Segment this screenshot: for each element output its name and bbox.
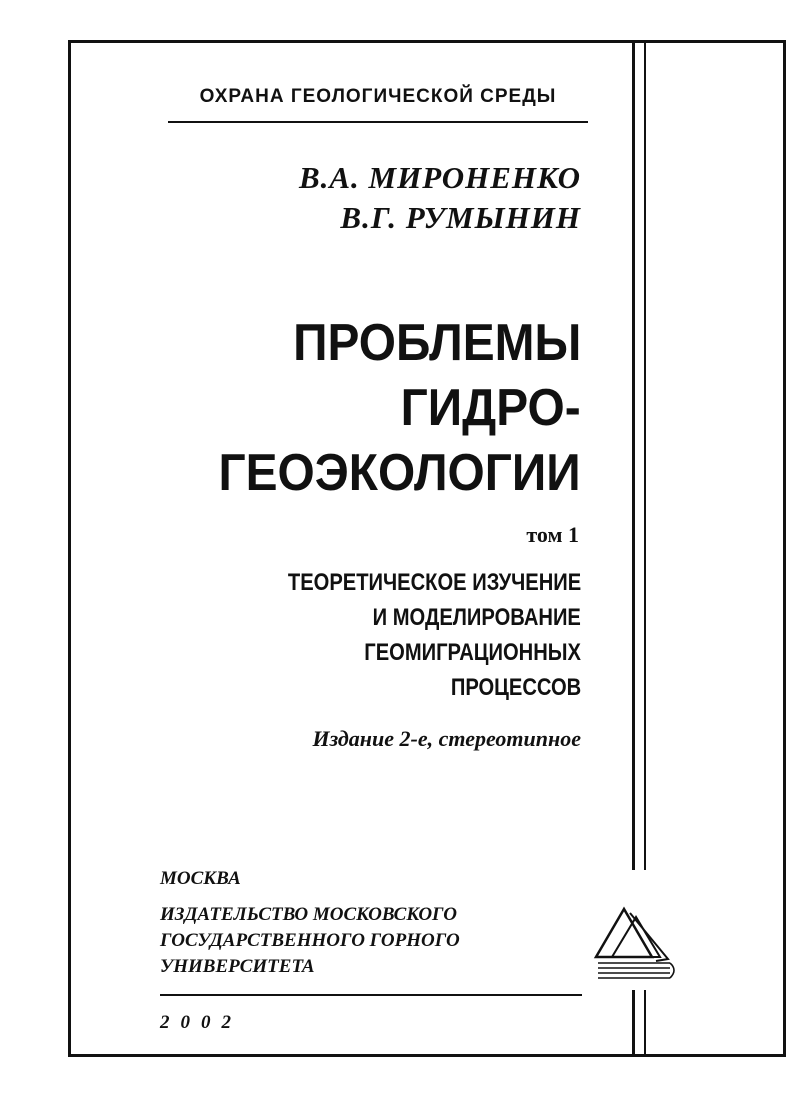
publication-city: МОСКВА: [160, 868, 241, 889]
margin-rule: [632, 990, 635, 1054]
author-name: В.А. МИРОНЕНКО: [298, 160, 581, 195]
subtitle-line: И МОДЕЛИРОВАНИЕ: [372, 604, 581, 631]
series-title: ОХРАНА ГЕОЛОГИЧЕСКОЙ СРЕДЫ: [199, 86, 557, 107]
book-title-line: ПРОБЛЕМЫ: [292, 314, 581, 372]
margin-rule: [644, 42, 646, 870]
publisher-line: УНИВЕРСИТЕТА: [160, 956, 315, 977]
publication-year: 2002: [160, 1012, 242, 1033]
edition-note: Издание 2-е, стереотипное: [312, 726, 581, 751]
subtitle-line: ГЕОМИГРАЦИОННЫХ: [364, 639, 581, 666]
volume-label: том 1: [526, 522, 579, 547]
divider: [160, 994, 582, 996]
author-name: В.Г. РУМЫНИН: [340, 200, 581, 235]
divider: [168, 121, 588, 123]
book-title-line: ГЕОЭКОЛОГИИ: [218, 444, 581, 502]
publisher-logo-icon: [590, 905, 686, 985]
book-title-line: ГИДРО-: [400, 379, 581, 437]
subtitle-line: ТЕОРЕТИЧЕСКОЕ ИЗУЧЕНИЕ: [287, 569, 581, 596]
publisher-line: ГОСУДАРСТВЕННОГО ГОРНОГО: [160, 930, 460, 951]
margin-rule: [632, 42, 635, 870]
subtitle-line: ПРОЦЕССОВ: [450, 674, 581, 701]
margin-rule: [644, 990, 646, 1054]
publisher-line: ИЗДАТЕЛЬСТВО МОСКОВСКОГО: [160, 904, 458, 925]
